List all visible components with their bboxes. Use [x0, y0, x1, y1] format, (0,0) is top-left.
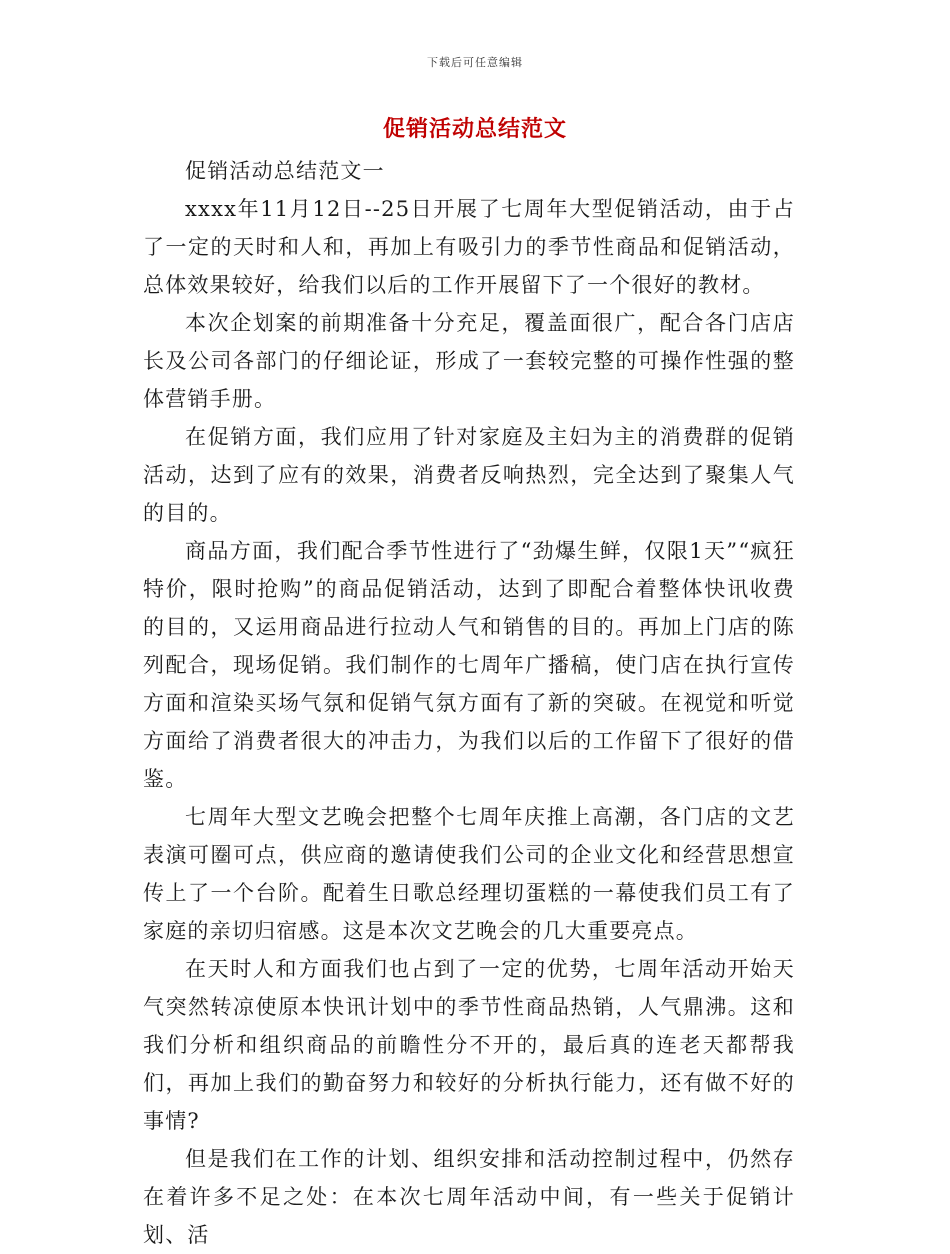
paragraph: xxxx年11月12日--25日开展了七周年大型促销活动，由于占了一定的天时和人和，再加上有吸引力的季节性商品和促销活动，总体效果较好，给我们以后的工作开展留下了一个很好的教材。 [143, 197, 795, 297]
paragraph: 本次企划案的前期准备十分充足，覆盖面很广，配合各门店店长及公司各部门的仔细论证，形成了一套较完整的可操作性强的整体营销手册。 [143, 311, 795, 411]
paragraph: 七周年大型文艺晚会把整个七周年庆推上高潮，各门店的文艺表演可圈可点，供应商的邀请使我们公司的企业文化和经营思想宣传上了一个台阶。配着生日歌总经理切蛋糕的一幕使我们员工有了家庭的亲切归宿感。这是本次文艺晚会的几大重要亮点。 [143, 805, 795, 943]
document-body [143, 152, 795, 1254]
section-subtitle: 促销活动总结范文一 [185, 159, 385, 183]
paragraph: 商品方面，我们配合季节性进行了“劲爆生鲜，仅限1天”“疯狂特价，限时抢购”的商品促销活动，达到了即配合着整体快讯收费的目的，又运用商品进行拉动人气和销售的目的。再加上门店的陈列配合，现场促销。我们制作的七周年广播稿，使门店在执行宣传方面和渲染买场气氛和促销气氛方面有了新的突破。在视觉和听觉方面给了消费者很大的冲击力，为我们以后的工作留下了很好的借鉴。 [143, 539, 795, 791]
header-note: 下载后可任意编辑 [427, 56, 523, 69]
document-title: 促销活动总结范文 [382, 116, 567, 142]
paragraph: 在促销方面，我们应用了针对家庭及主妇为主的消费群的促销活动，达到了应有的效果，消费者反响热烈，完全达到了聚集人气的目的。 [143, 425, 795, 525]
paragraph: 在天时人和方面我们也占到了一定的优势，七周年活动开始天气突然转凉使原本快讯计划中的季节性商品热销，人气鼎沸。这和我们分析和组织商品的前瞻性分不开的，最后真的连老天都帮我们，再加上我们的勤奋努力和较好的分析执行能力，还有做不好的事情? [143, 957, 795, 1133]
paragraph: 但是我们在工作的计划、组织安排和活动控制过程中，仍然存在着许多不足之处：在本次七周年活动中间，有一些关于促销计划、活 [143, 1147, 795, 1247]
